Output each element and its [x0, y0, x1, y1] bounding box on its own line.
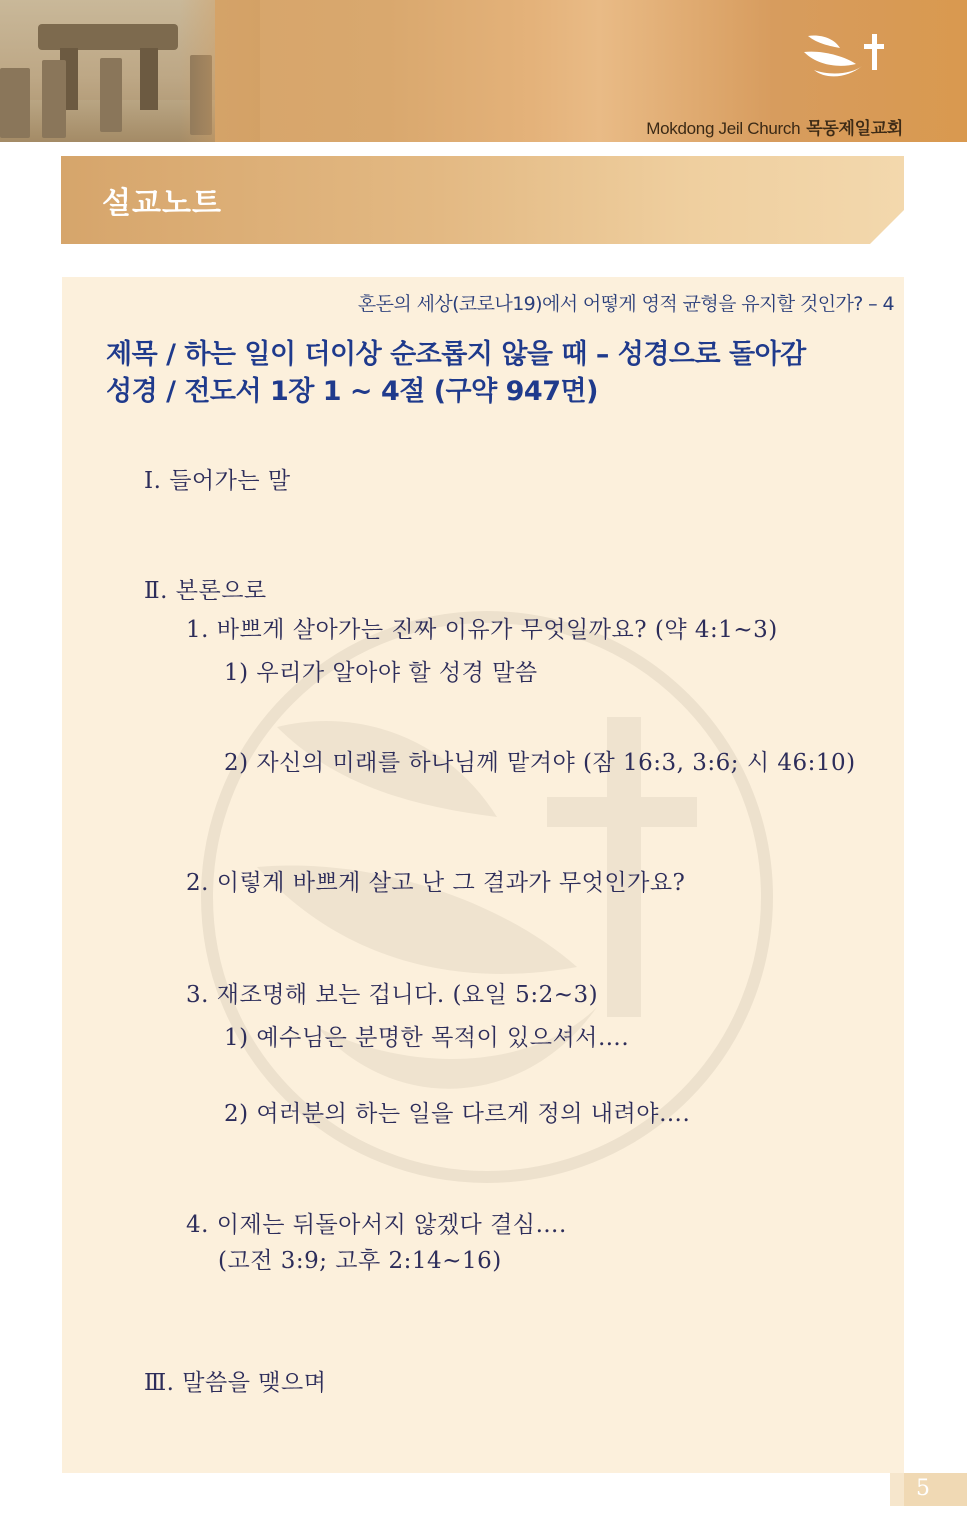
photo-stump	[100, 58, 122, 132]
outline-point-1: 1. 바쁘게 살아가는 진짜 이유가 무엇일까요? (약 4:1~3)	[186, 617, 778, 643]
outline-point-3-sub-2: 2) 여러분의 하는 일을 다르게 정의 내려야….	[224, 1101, 691, 1127]
photo-stump	[42, 60, 66, 138]
church-name-en: Mokdong Jeil Church	[646, 119, 801, 138]
sermon-note-panel	[62, 277, 904, 1473]
photo-stump	[0, 68, 30, 138]
outline-point-4: 4. 이제는 뒤돌아서지 않겠다 결심….	[186, 1212, 567, 1238]
church-name-ko: 목동제일교회	[806, 119, 903, 138]
outline-point-3-sub-1: 1) 예수님은 분명한 목적이 있으셔서….	[224, 1025, 630, 1051]
page-number-tab	[890, 1473, 967, 1506]
church-name	[646, 114, 903, 139]
photo-table-leg	[140, 48, 158, 110]
sermon-series: 혼돈의 세상(코로나19)에서 어떻게 영적 균형을 유지할 것인가? – 4	[357, 293, 894, 315]
section-title: 설교노트	[102, 186, 222, 221]
page-number-edge	[890, 1473, 904, 1506]
page-header	[0, 0, 967, 142]
outline-section-3: Ⅲ. 말씀을 맺으며	[144, 1370, 327, 1396]
outline-section-1: Ⅰ. 들어가는 말	[144, 468, 291, 494]
sermon-scripture: 성경 / 전도서 1장 1 ~ 4절 (구약 947면)	[106, 376, 598, 407]
corner-fold-icon	[870, 210, 904, 244]
outline-point-1-sub-1: 1) 우리가 알아야 할 성경 말씀	[224, 660, 538, 686]
outline-point-2: 2. 이렇게 바쁘게 살고 난 그 결과가 무엇인가요?	[186, 870, 686, 896]
page-number: 5	[916, 1476, 930, 1501]
outline-point-3: 3. 재조명해 보는 겁니다. (요일 5:2~3)	[186, 982, 599, 1008]
header-fade	[180, 0, 260, 142]
section-title-bar	[61, 156, 904, 244]
outline-point-4-reference: (고전 3:9; 고후 2:14~16)	[218, 1248, 502, 1274]
sermon-title: 제목 / 하는 일이 더이상 순조롭지 않을 때 – 성경으로 돌아감	[106, 339, 806, 370]
church-logo-icon	[800, 30, 896, 80]
outline-point-1-sub-2: 2) 자신의 미래를 하나님께 맡겨야 (잠 16:3, 3:6; 시 46:10)	[224, 750, 856, 776]
outline-section-2: Ⅱ. 본론으로	[144, 578, 267, 604]
photo-table-top	[38, 24, 178, 50]
